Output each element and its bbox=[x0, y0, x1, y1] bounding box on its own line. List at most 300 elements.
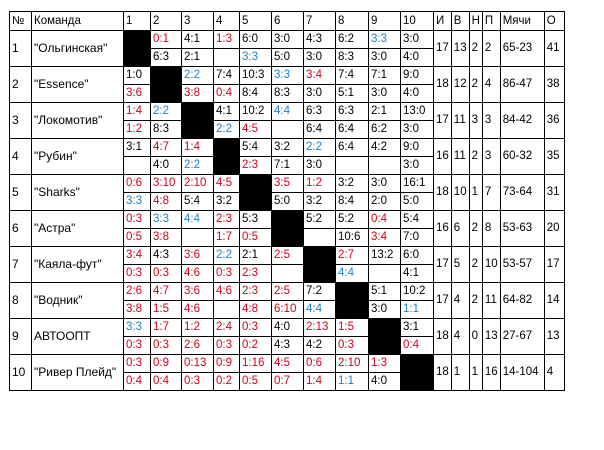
self-match-cell bbox=[214, 139, 240, 175]
header-team: Команда bbox=[32, 12, 124, 31]
draws-count: 2 bbox=[469, 211, 482, 247]
team-name: "Локомотив" bbox=[32, 103, 124, 139]
score-cell: 4:5 bbox=[214, 175, 240, 193]
header-number: № bbox=[10, 12, 32, 31]
header-col-6: 6 bbox=[272, 12, 304, 31]
score-cell: 0:4 bbox=[214, 85, 240, 103]
wins-count: 11 bbox=[451, 139, 469, 175]
score-cell: 0:3 bbox=[124, 265, 151, 283]
score-cell bbox=[124, 157, 151, 175]
score-cell: 5:0 bbox=[272, 193, 304, 211]
score-cell: 4:1 bbox=[182, 31, 214, 49]
goals-ratio: 64-82 bbox=[500, 283, 544, 319]
self-match-cell bbox=[182, 103, 214, 139]
score-cell: 8:3 bbox=[151, 121, 182, 139]
score-cell: 2:3 bbox=[214, 211, 240, 229]
score-cell: 2:0 bbox=[369, 193, 401, 211]
score-cell: 13:0 bbox=[401, 103, 434, 121]
team-row bbox=[10, 319, 565, 337]
score-cell: 1:2 bbox=[182, 319, 214, 337]
score-cell: 3:2 bbox=[304, 193, 336, 211]
score-cell: 5:3 bbox=[240, 211, 272, 229]
losses-count: 8 bbox=[482, 211, 500, 247]
team-name: "Каяла-фут" bbox=[32, 247, 124, 283]
score-cell: 5:2 bbox=[304, 211, 336, 229]
score-cell: 10:3 bbox=[240, 67, 272, 85]
score-cell: 1:3 bbox=[369, 355, 401, 373]
score-cell: 0:4 bbox=[401, 337, 434, 355]
score-cell: 3:3 bbox=[369, 31, 401, 49]
score-cell: 7:2 bbox=[304, 283, 336, 301]
score-cell: 1:4 bbox=[304, 373, 336, 391]
score-cell: 2:2 bbox=[304, 139, 336, 157]
score-cell: 3:4 bbox=[369, 229, 401, 247]
wins-count: 10 bbox=[451, 175, 469, 211]
score-cell: 2:2 bbox=[182, 157, 214, 175]
draws-count: 2 bbox=[469, 283, 482, 319]
score-cell: 4:0 bbox=[401, 85, 434, 103]
team-row bbox=[10, 31, 565, 49]
score-cell: 3:0 bbox=[369, 85, 401, 103]
team-number: 6 bbox=[10, 211, 32, 247]
team-name: "Рубин" bbox=[32, 139, 124, 175]
score-cell: 0:9 bbox=[151, 355, 182, 373]
score-cell: 1:4 bbox=[124, 103, 151, 121]
score-cell: 2:4 bbox=[214, 319, 240, 337]
score-cell: 3:8 bbox=[124, 301, 151, 319]
score-cell: 5:2 bbox=[336, 211, 369, 229]
goals-ratio: 65-23 bbox=[500, 31, 544, 67]
score-cell: 8:3 bbox=[272, 85, 304, 103]
score-cell: 4:1 bbox=[214, 103, 240, 121]
self-match-cell bbox=[151, 67, 182, 103]
score-cell: 4:3 bbox=[151, 247, 182, 265]
score-cell: 3:2 bbox=[214, 193, 240, 211]
score-cell: 9:0 bbox=[401, 67, 434, 85]
score-cell: 0:7 bbox=[272, 373, 304, 391]
self-match-cell bbox=[336, 283, 369, 319]
score-cell: 0:3 bbox=[151, 265, 182, 283]
score-cell: 2:6 bbox=[182, 337, 214, 355]
score-cell: 3:0 bbox=[369, 175, 401, 193]
draws-count: 1 bbox=[469, 175, 482, 211]
score-cell: 3:8 bbox=[182, 85, 214, 103]
score-cell: 0:4 bbox=[369, 211, 401, 229]
score-cell: 4:1 bbox=[401, 265, 434, 283]
score-cell: 6:4 bbox=[304, 121, 336, 139]
team-number: 4 bbox=[10, 139, 32, 175]
score-cell: 2:7 bbox=[336, 247, 369, 265]
score-cell: 4:5 bbox=[240, 121, 272, 139]
score-cell: 1:4 bbox=[182, 139, 214, 157]
score-cell: 4:4 bbox=[182, 211, 214, 229]
score-cell bbox=[304, 229, 336, 247]
self-match-cell bbox=[369, 319, 401, 355]
score-cell: 0:2 bbox=[240, 337, 272, 355]
score-cell: 1:0 bbox=[124, 67, 151, 85]
score-cell: 3:0 bbox=[304, 85, 336, 103]
score-cell: 2:10 bbox=[336, 355, 369, 373]
score-cell: 10:2 bbox=[240, 103, 272, 121]
score-cell: 2:1 bbox=[182, 49, 214, 67]
score-cell: 1:5 bbox=[151, 301, 182, 319]
wins-count: 13 bbox=[451, 31, 469, 67]
score-cell: 3:6 bbox=[124, 85, 151, 103]
team-row bbox=[10, 139, 565, 157]
score-cell: 4:6 bbox=[182, 301, 214, 319]
goals-ratio: 27-67 bbox=[500, 319, 544, 355]
score-cell: 4:6 bbox=[214, 283, 240, 301]
score-cell: 6:10 bbox=[272, 301, 304, 319]
team-row bbox=[10, 355, 565, 373]
header-games: И bbox=[434, 12, 452, 31]
score-cell bbox=[369, 157, 401, 175]
score-cell: 1:1 bbox=[336, 373, 369, 391]
draws-count: 2 bbox=[469, 139, 482, 175]
standings-table bbox=[9, 11, 565, 391]
goals-ratio: 53-57 bbox=[500, 247, 544, 283]
score-cell: 0:3 bbox=[214, 337, 240, 355]
wins-count: 4 bbox=[451, 319, 469, 355]
score-cell: 4:8 bbox=[240, 301, 272, 319]
score-cell: 8:4 bbox=[336, 193, 369, 211]
score-cell: 6:0 bbox=[240, 31, 272, 49]
score-cell: 2:3 bbox=[240, 265, 272, 283]
header-wins: В bbox=[451, 12, 469, 31]
score-cell: 3:3 bbox=[240, 49, 272, 67]
score-cell: 4:0 bbox=[151, 157, 182, 175]
team-number: 5 bbox=[10, 175, 32, 211]
score-cell: 4:2 bbox=[369, 139, 401, 157]
score-cell: 0:5 bbox=[240, 373, 272, 391]
score-cell: 5:1 bbox=[336, 85, 369, 103]
score-cell: 3:0 bbox=[401, 31, 434, 49]
games-played: 18 bbox=[434, 175, 452, 211]
score-cell: 1:7 bbox=[151, 319, 182, 337]
losses-count: 2 bbox=[482, 31, 500, 67]
self-match-cell bbox=[240, 175, 272, 211]
team-number: 9 bbox=[10, 319, 32, 355]
score-cell: 3:3 bbox=[272, 67, 304, 85]
score-cell: 2:13 bbox=[304, 319, 336, 337]
score-cell: 2:5 bbox=[272, 247, 304, 265]
score-cell: 4:6 bbox=[182, 265, 214, 283]
score-cell: 3:1 bbox=[124, 139, 151, 157]
wins-count: 5 bbox=[451, 247, 469, 283]
score-cell: 0:6 bbox=[304, 355, 336, 373]
points-total: 36 bbox=[544, 103, 564, 139]
score-cell: 4:4 bbox=[272, 103, 304, 121]
score-cell: 8:4 bbox=[240, 85, 272, 103]
score-cell: 3:2 bbox=[272, 139, 304, 157]
score-cell: 10:2 bbox=[401, 283, 434, 301]
draws-count: 2 bbox=[469, 31, 482, 67]
score-cell: 3:5 bbox=[272, 175, 304, 193]
header-col-8: 8 bbox=[336, 12, 369, 31]
score-cell: 4:0 bbox=[401, 49, 434, 67]
score-cell: 2:10 bbox=[182, 175, 214, 193]
score-cell: 0:2 bbox=[214, 373, 240, 391]
score-cell: 0:3 bbox=[124, 355, 151, 373]
score-cell: 0:13 bbox=[182, 355, 214, 373]
points-total: 4 bbox=[544, 355, 564, 391]
score-cell: 0:3 bbox=[182, 373, 214, 391]
score-cell: 3:0 bbox=[304, 157, 336, 175]
score-cell: 0:3 bbox=[336, 337, 369, 355]
score-cell: 5:1 bbox=[369, 283, 401, 301]
header-col-9: 9 bbox=[369, 12, 401, 31]
draws-count: 0 bbox=[469, 319, 482, 355]
score-cell: 6:3 bbox=[151, 49, 182, 67]
team-row bbox=[10, 283, 565, 301]
score-cell: 2:2 bbox=[151, 103, 182, 121]
score-cell: 3:8 bbox=[151, 229, 182, 247]
goals-ratio: 86-47 bbox=[500, 67, 544, 103]
header-col-3: 3 bbox=[182, 12, 214, 31]
score-cell: 4:4 bbox=[336, 265, 369, 283]
score-cell: 4:7 bbox=[151, 139, 182, 157]
draws-count: 1 bbox=[469, 355, 482, 391]
score-cell: 0:3 bbox=[124, 337, 151, 355]
self-match-cell bbox=[272, 211, 304, 247]
points-total: 20 bbox=[544, 211, 564, 247]
score-cell: 2:5 bbox=[272, 283, 304, 301]
header-points: О bbox=[544, 12, 564, 31]
games-played: 17 bbox=[434, 247, 452, 283]
score-cell: 1:2 bbox=[124, 121, 151, 139]
header-draws: Н bbox=[469, 12, 482, 31]
team-row bbox=[10, 67, 565, 85]
score-cell: 0:4 bbox=[124, 373, 151, 391]
team-row bbox=[10, 103, 565, 121]
score-cell: 2:2 bbox=[214, 121, 240, 139]
losses-count: 4 bbox=[482, 67, 500, 103]
score-cell: 0:6 bbox=[124, 175, 151, 193]
team-name: "Астра" bbox=[32, 211, 124, 247]
team-name: "Essence" bbox=[32, 67, 124, 103]
score-cell: 1:16 bbox=[240, 355, 272, 373]
score-cell: 7:4 bbox=[336, 67, 369, 85]
games-played: 18 bbox=[434, 67, 452, 103]
team-number: 1 bbox=[10, 31, 32, 67]
score-cell: 1:3 bbox=[214, 31, 240, 49]
score-cell: 7:1 bbox=[272, 157, 304, 175]
losses-count: 3 bbox=[482, 103, 500, 139]
score-cell: 6:0 bbox=[401, 247, 434, 265]
score-cell: 1:5 bbox=[336, 319, 369, 337]
score-cell: 3:0 bbox=[401, 121, 434, 139]
points-total: 17 bbox=[544, 247, 564, 283]
score-cell: 13:2 bbox=[369, 247, 401, 265]
losses-count: 13 bbox=[482, 319, 500, 355]
score-cell: 6:4 bbox=[336, 139, 369, 157]
team-number: 8 bbox=[10, 283, 32, 319]
score-cell: 0:9 bbox=[214, 355, 240, 373]
score-cell bbox=[369, 265, 401, 283]
score-cell bbox=[182, 229, 214, 247]
games-played: 18 bbox=[434, 355, 452, 391]
score-cell: 5:4 bbox=[240, 139, 272, 157]
header-col-2: 2 bbox=[151, 12, 182, 31]
score-cell: 3:0 bbox=[401, 157, 434, 175]
self-match-cell bbox=[304, 247, 336, 283]
header-losses: П bbox=[482, 12, 500, 31]
score-cell: 4:3 bbox=[304, 31, 336, 49]
score-cell: 0:3 bbox=[151, 337, 182, 355]
wins-count: 11 bbox=[451, 103, 469, 139]
score-cell: 16:1 bbox=[401, 175, 434, 193]
score-cell: 4:0 bbox=[369, 373, 401, 391]
points-total: 41 bbox=[544, 31, 564, 67]
score-cell: 1:1 bbox=[401, 301, 434, 319]
losses-count: 3 bbox=[482, 139, 500, 175]
header-col-1: 1 bbox=[124, 12, 151, 31]
goals-ratio: 60-32 bbox=[500, 139, 544, 175]
team-row bbox=[10, 175, 565, 193]
score-cell: 4:2 bbox=[304, 337, 336, 355]
header-goals: Мячи bbox=[500, 12, 544, 31]
team-row bbox=[10, 247, 565, 265]
self-match-cell bbox=[401, 355, 434, 391]
games-played: 17 bbox=[434, 283, 452, 319]
wins-count: 1 bbox=[451, 355, 469, 391]
score-cell: 7:4 bbox=[214, 67, 240, 85]
team-number: 3 bbox=[10, 103, 32, 139]
score-cell bbox=[272, 265, 304, 283]
score-cell: 10:6 bbox=[336, 229, 369, 247]
score-cell: 4:3 bbox=[272, 337, 304, 355]
points-total: 38 bbox=[544, 67, 564, 103]
goals-ratio: 84-42 bbox=[500, 103, 544, 139]
goals-ratio: 53-63 bbox=[500, 211, 544, 247]
draws-count: 2 bbox=[469, 67, 482, 103]
team-number: 10 bbox=[10, 355, 32, 391]
score-cell: 1:7 bbox=[214, 229, 240, 247]
games-played: 18 bbox=[434, 319, 452, 355]
score-cell: 6:3 bbox=[304, 103, 336, 121]
header-row bbox=[10, 12, 565, 31]
score-cell: 0:5 bbox=[124, 229, 151, 247]
score-cell: 5:0 bbox=[401, 193, 434, 211]
score-cell: 3:0 bbox=[369, 301, 401, 319]
score-cell: 7:1 bbox=[369, 67, 401, 85]
losses-count: 11 bbox=[482, 283, 500, 319]
score-cell: 3:2 bbox=[336, 175, 369, 193]
score-cell: 3:0 bbox=[304, 49, 336, 67]
games-played: 16 bbox=[434, 139, 452, 175]
team-name: "Ольгинская" bbox=[32, 31, 124, 67]
score-cell: 7:0 bbox=[401, 229, 434, 247]
score-cell: 0:5 bbox=[240, 229, 272, 247]
score-cell: 4:7 bbox=[151, 283, 182, 301]
team-name: "Водник" bbox=[32, 283, 124, 319]
score-cell bbox=[214, 301, 240, 319]
team-number: 2 bbox=[10, 67, 32, 103]
score-cell: 4:5 bbox=[272, 355, 304, 373]
team-name: АВТООПТ bbox=[32, 319, 124, 355]
team-row bbox=[10, 211, 565, 229]
self-match-cell bbox=[124, 31, 151, 67]
score-cell: 2:1 bbox=[369, 103, 401, 121]
score-cell: 4:4 bbox=[304, 301, 336, 319]
score-cell: 0:3 bbox=[214, 265, 240, 283]
score-cell: 3:3 bbox=[124, 193, 151, 211]
score-cell: 3:4 bbox=[124, 247, 151, 265]
points-total: 35 bbox=[544, 139, 564, 175]
score-cell: 0:3 bbox=[240, 319, 272, 337]
score-cell: 2:3 bbox=[240, 283, 272, 301]
score-cell: 3:3 bbox=[151, 211, 182, 229]
score-cell: 3:10 bbox=[151, 175, 182, 193]
goals-ratio: 73-64 bbox=[500, 175, 544, 211]
team-number: 7 bbox=[10, 247, 32, 283]
draws-count: 2 bbox=[469, 247, 482, 283]
score-cell bbox=[214, 49, 240, 67]
games-played: 17 bbox=[434, 31, 452, 67]
score-cell: 6:3 bbox=[336, 103, 369, 121]
games-played: 16 bbox=[434, 211, 452, 247]
score-cell: 2:6 bbox=[124, 283, 151, 301]
score-cell: 3:4 bbox=[304, 67, 336, 85]
score-cell: 2:2 bbox=[214, 247, 240, 265]
score-cell: 3:1 bbox=[401, 319, 434, 337]
losses-count: 7 bbox=[482, 175, 500, 211]
score-cell: 5:4 bbox=[182, 193, 214, 211]
score-cell: 9:0 bbox=[401, 139, 434, 157]
losses-count: 16 bbox=[482, 355, 500, 391]
points-total: 13 bbox=[544, 319, 564, 355]
score-cell: 6:2 bbox=[369, 121, 401, 139]
score-cell: 4:0 bbox=[272, 319, 304, 337]
score-cell: 8:3 bbox=[336, 49, 369, 67]
wins-count: 6 bbox=[451, 211, 469, 247]
score-cell: 2:1 bbox=[240, 247, 272, 265]
score-cell: 6:4 bbox=[336, 121, 369, 139]
points-total: 14 bbox=[544, 283, 564, 319]
score-cell: 0:4 bbox=[151, 373, 182, 391]
score-cell: 1:2 bbox=[304, 175, 336, 193]
team-name: "Sharks" bbox=[32, 175, 124, 211]
games-played: 17 bbox=[434, 103, 452, 139]
score-cell: 0:1 bbox=[151, 31, 182, 49]
goals-ratio: 14-104 bbox=[500, 355, 544, 391]
header-col-4: 4 bbox=[214, 12, 240, 31]
wins-count: 12 bbox=[451, 67, 469, 103]
losses-count: 10 bbox=[482, 247, 500, 283]
header-col-7: 7 bbox=[304, 12, 336, 31]
score-cell bbox=[336, 157, 369, 175]
score-cell: 3:0 bbox=[369, 49, 401, 67]
score-cell: 4:8 bbox=[151, 193, 182, 211]
score-cell: 3:6 bbox=[182, 247, 214, 265]
score-cell: 6:2 bbox=[336, 31, 369, 49]
score-cell: 2:3 bbox=[240, 157, 272, 175]
score-cell: 3:3 bbox=[124, 319, 151, 337]
wins-count: 4 bbox=[451, 283, 469, 319]
score-cell bbox=[272, 121, 304, 139]
score-cell: 2:2 bbox=[182, 67, 214, 85]
score-cell: 3:0 bbox=[272, 31, 304, 49]
score-cell: 0:3 bbox=[124, 211, 151, 229]
score-cell: 5:0 bbox=[272, 49, 304, 67]
score-cell: 3:6 bbox=[182, 283, 214, 301]
points-total: 31 bbox=[544, 175, 564, 211]
draws-count: 3 bbox=[469, 103, 482, 139]
header-col-5: 5 bbox=[240, 12, 272, 31]
team-name: "Ривер Плейд" bbox=[32, 355, 124, 391]
score-cell: 5:4 bbox=[401, 211, 434, 229]
header-col-10: 10 bbox=[401, 12, 434, 31]
